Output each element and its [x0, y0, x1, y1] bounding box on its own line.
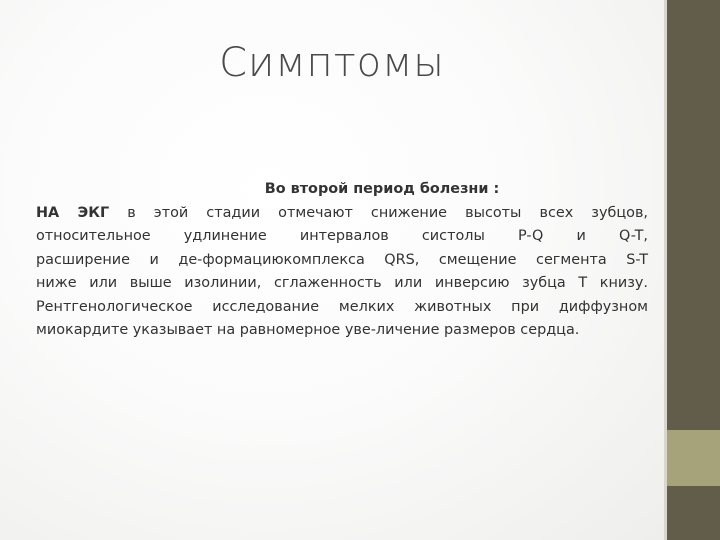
subheading: Во второй период болезни : — [264, 181, 500, 197]
slide-body — [36, 178, 648, 343]
body-line-6: миокардите указывает на равномерное уве-личение размеров сердца. — [36, 322, 580, 338]
body-line-5: Рентгенологическое исследование мелких животных при диффузном — [36, 298, 648, 315]
slide-title: Симптомы — [219, 40, 445, 86]
body-line-1-text: в этой стадии отмечают снижение высоты всех зубцов, — [109, 204, 649, 221]
sidebar-dark-band-top — [667, 0, 720, 430]
body-line-1 — [36, 202, 648, 226]
body-paragraph — [36, 202, 648, 343]
body-line-2: относительное удлинение интервалов систолы P-Q и Q-T, — [36, 228, 648, 244]
body-line-3: расширение и де-формациюкомплекса QRS, смещение сегмента S-T — [36, 251, 648, 268]
sidebar-accent-band — [667, 430, 720, 486]
body-line-4: ниже или выше изолинии, сглаженность или инверсию зубца Т книзу. — [36, 275, 648, 291]
sidebar-dark-band-bottom — [667, 486, 720, 540]
ecg-label: НА ЭКГ — [36, 204, 110, 221]
